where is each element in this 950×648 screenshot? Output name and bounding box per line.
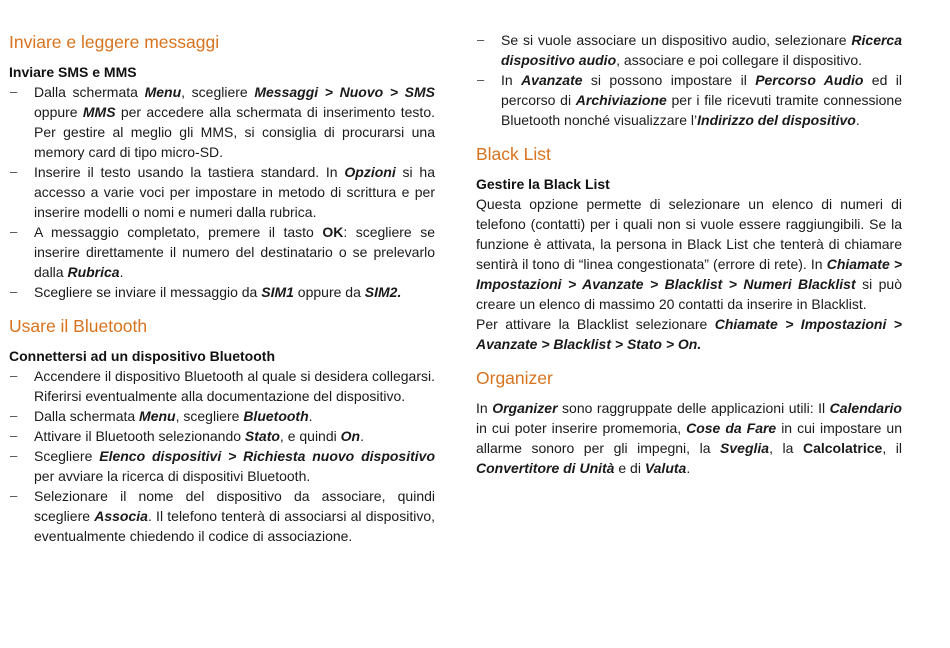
list-item: – A messaggio completato, premere il tasto OK: scegliere se inserire direttamente il numero del destinatario o se prelevarlo dalla Rubrica. [9, 222, 435, 282]
emphasis-term: Menu [139, 408, 176, 424]
section-organizer [476, 366, 902, 478]
emphasis-term: Archiviazione [575, 92, 667, 108]
bold-term: Calcolatrice [802, 440, 883, 456]
blacklist-body [476, 194, 902, 354]
section-messaggi [9, 30, 435, 302]
paragraph: Per attivare la Blacklist selezionare Chiamate > Impostazioni > Avanzate > Blacklist > Stato > On. [476, 316, 902, 352]
emphasis-term: Valuta [644, 460, 687, 476]
list-item: – Attivare il Bluetooth selezionando Stato, e quindi On. [9, 426, 435, 446]
paragraph: Questa opzione permette di selezionare un elenco di numeri di telefono (contatti) per i quali non si vuole essere raggiungibili. Se la funzione è attivata, la persona in Black List che tenterà di chiamare sentirà il tono di “linea congestionata” (errore di rete). In Chiamate > Impostazioni > Avanzate > Blacklist > Numeri Blacklist si può creare un elenco di massimo 20 contatti da inserire in Blacklist. [476, 196, 903, 312]
list-item: – Scegliere se inviare il messaggio da SIM1 oppure da SIM2. [9, 282, 435, 302]
emphasis-term: SIM2. [364, 284, 402, 300]
section-bluetooth [9, 314, 435, 546]
list-item: – Scegliere Elenco dispositivi > Richiesta nuovo dispositivo per avviare la ricerca di dispositivi Bluetooth. [9, 446, 435, 486]
emphasis-term: Calendario [829, 400, 902, 416]
emphasis-term: Chiamate > Impostazioni > Avanzate > Blacklist > Stato > On. [476, 316, 902, 352]
emphasis-term: Opzioni [344, 164, 396, 180]
emphasis-term: Indirizzo del dispositivo [697, 112, 856, 128]
subtitle-sms-mms: Inviare SMS e MMS [9, 64, 137, 80]
list-bluetooth-left [9, 366, 435, 546]
list-bluetooth-right [476, 30, 902, 130]
list-item: – Inserire il testo usando la tastiera standard. In Opzioni si ha accesso a varie voci per impostare in metodo di scrittura e per inserire modelli o nomi e numeri dalla rubrica. [9, 162, 435, 222]
section-title-organizer: Organizer [476, 368, 553, 388]
emphasis-term: Avanzate [521, 72, 583, 88]
left-column [9, 30, 435, 546]
emphasis-term: SIM1 [261, 284, 294, 300]
emphasis-term: Convertitore di Unità [476, 460, 615, 476]
emphasis-term: Elenco dispositivi > Richiesta nuovo dispositivo [99, 448, 435, 464]
section-title-messaggi: Inviare e leggere messaggi [9, 32, 220, 52]
list-item: – Selezionare il nome del dispositivo da associare, quindi scegliere Associa. Il telefono tenterà di associarsi al dispositivo, eventualmente chiedendo il codice di associazione. [9, 486, 435, 546]
list-messaggi [9, 82, 435, 302]
list-item: – In Avanzate si possono impostare il Percorso Audio ed il percorso di Archiviazione per i file ricevuti tramite connessione Bluetooth nonché visualizzare l’Indirizzo del dispositivo. [476, 70, 902, 130]
emphasis-term: Organizer [492, 400, 558, 416]
emphasis-term: Bluetooth [243, 408, 309, 424]
bold-term: OK [322, 224, 344, 240]
emphasis-term: Stato [244, 428, 280, 444]
section-title-bluetooth: Usare il Bluetooth [9, 316, 148, 336]
emphasis-term: Menu [144, 84, 182, 100]
organizer-body [476, 398, 902, 478]
subtitle-connettersi: Connettersi ad un dispositivo Bluetooth [9, 348, 275, 364]
emphasis-term: Sveglia [720, 440, 770, 456]
right-column [476, 30, 902, 478]
emphasis-term: Chiamate > Impostazioni > Avanzate > Blacklist > Numeri Blacklist [476, 256, 902, 292]
emphasis-term: MMS [82, 104, 116, 120]
emphasis-term: Cose da Fare [686, 420, 777, 436]
emphasis-term: On [340, 428, 361, 444]
list-item: – Dalla schermata Menu, scegliere Messaggi > Nuovo > SMS oppure MMS per accedere alla schermata di inserimento testo. Per gestire al meglio gli MMS, si consiglia di procurarsi una memory card di tipo micro-SD. [9, 82, 435, 162]
emphasis-term: Rubrica [67, 264, 120, 280]
section-blacklist [476, 142, 902, 354]
emphasis-term: Associa [94, 508, 148, 524]
emphasis-term: Messaggi > Nuovo > SMS [254, 84, 435, 100]
list-item: – Accendere il dispositivo Bluetooth al quale si desidera collegarsi. Riferirsi eventualmente alla documentazione del dispositivo. [9, 366, 435, 406]
emphasis-term: Ricerca dispositivo audio [501, 32, 902, 68]
list-item: – Dalla schermata Menu, scegliere Bluetooth. [9, 406, 435, 426]
list-item: – Se si vuole associare un dispositivo audio, selezionare Ricerca dispositivo audio, associare e poi collegare il dispositivo. [476, 30, 902, 70]
paragraph: In Organizer sono raggruppate delle applicazioni utili: Il Calendario in cui poter inserire promemoria, Cose da Fare in cui impostare un allarme sonoro per gli impegni, la Sveglia, la Calcolatrice, il Convertitore di Unità e di Valuta. [476, 400, 902, 476]
emphasis-term: Percorso Audio [755, 72, 864, 88]
subtitle-gestire-blacklist: Gestire la Black List [476, 176, 610, 192]
section-title-blacklist: Black List [476, 144, 551, 164]
